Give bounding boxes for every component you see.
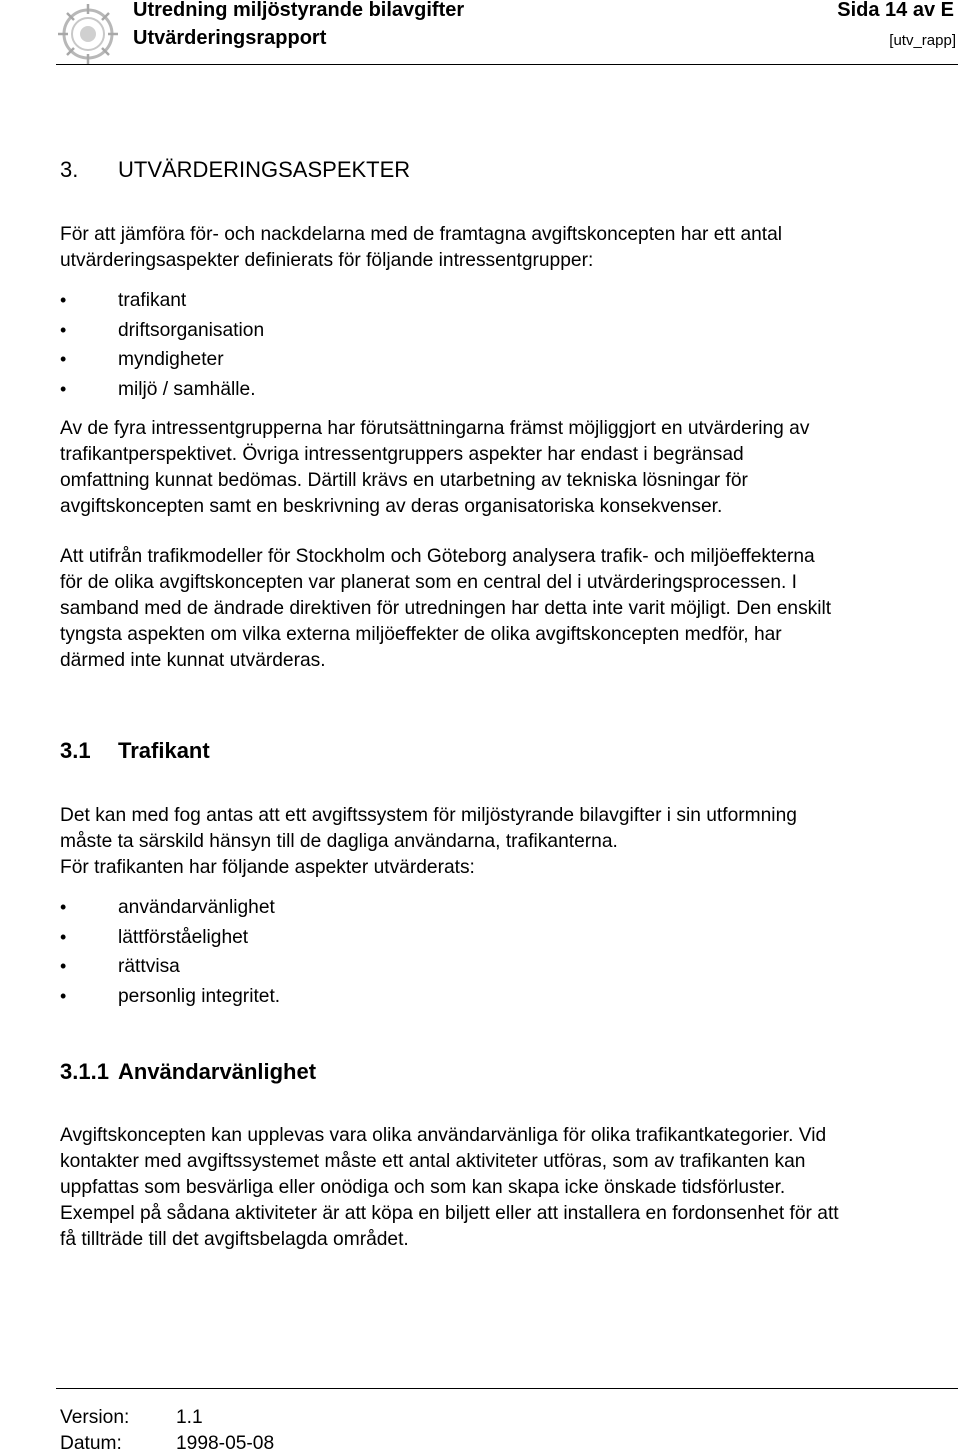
usability-paragraph: [60, 1123, 960, 1253]
text-line: Av de fyra intressentgrupperna har förutsättningarna främst möjliggjort en utvärdering av: [60, 418, 810, 439]
section-heading: UTVÄRDERINGSASPEKTER: [118, 157, 411, 182]
text-line: omfattning kunnat bedömas. Därtill krävs en utarbetning av tekniska lösningar för: [60, 470, 748, 491]
text-line: Det kan med fog antas att ett avgiftssystem för miljöstyrande bilavgifter i sin utformning: [60, 805, 797, 826]
text-line: trafikantperspektivet. Övriga intressentgruppers aspekter har endast i begränsad: [60, 444, 744, 465]
text-line: För att jämföra för- och nackdelarna med de framtagna avgiftskoncepten har ett antal: [60, 224, 783, 245]
text-line: samband med de ändrade direktiven för utredningen har detta inte varit möjligt. Den enskilt: [60, 598, 832, 619]
bullet-icon: •: [60, 985, 67, 1006]
bullet-icon: •: [60, 926, 67, 947]
intro-paragraph: [60, 222, 960, 274]
section-number: 3.: [60, 157, 79, 182]
list-item-label: lättförståelighet: [118, 926, 249, 948]
subsection-heading: Trafikant: [118, 738, 210, 763]
list-item-label: driftsorganisation: [118, 319, 265, 341]
document-code: [utv_rapp]: [889, 32, 956, 49]
text-line: uppfattas som besvärliga eller onödiga och som kan skapa icke önskade tidsförluster.: [60, 1177, 786, 1198]
text-line: därmed inte kunnat utvärderas.: [60, 650, 326, 671]
page-number: Sida 14 av E: [837, 0, 954, 21]
text-line: Att utifrån trafikmodeller för Stockholm och Göteborg analysera trafik- och miljöeffekterna: [60, 546, 815, 567]
date-label: Datum:: [60, 1433, 122, 1454]
subsubsection-number: 3.1.1: [60, 1059, 109, 1084]
text-line: Exempel på sådana aktiviteter är att köpa en biljett eller att installera en fordonsenhet för att: [60, 1203, 839, 1224]
text-line: få tillträde till det avgiftsbelagda området.: [60, 1229, 409, 1250]
bullet-icon: •: [60, 897, 67, 917]
bullet-icon: •: [60, 319, 67, 340]
stakeholder-paragraph: [60, 416, 960, 520]
text-line: För trafikanten har följande aspekter utvärderats:: [60, 857, 475, 878]
list-item-label: användarvänlighet: [118, 897, 275, 918]
version-label: Version:: [60, 1407, 130, 1428]
list-item-label: myndigheter: [118, 349, 224, 370]
text-line: utvärderingsaspekter definierats för följande intressentgrupper:: [60, 250, 594, 271]
document-title: Utredning miljöstyrande bilavgifter: [133, 0, 465, 21]
text-line: tyngsta aspekten om vilka externa miljöeffekter de olika avgiftskoncepten medför, har: [60, 624, 782, 645]
subsubsection-heading: Användarvänlighet: [118, 1059, 317, 1084]
text-line: avgiftskoncepten samt en beskrivning av deras organisatoriska konsekvenser.: [60, 496, 723, 517]
bullet-icon: •: [60, 956, 67, 976]
text-line: kontakter med avgiftssystemet måste ett antal aktiviteter utföras, som av trafikanten kan: [60, 1151, 806, 1172]
version-value: 1.1: [176, 1407, 203, 1428]
list-item-label: rättvisa: [118, 956, 180, 977]
date-value: 1998-05-08: [176, 1433, 275, 1454]
company-logo: [56, 2, 120, 66]
text-line: för de olika avgiftskoncepten var planerat som en central del i utvärderingsprocessen. I: [60, 572, 797, 593]
traffic-model-paragraph: [60, 544, 960, 674]
subsection-number: 3.1: [60, 738, 91, 763]
list-item-label: personlig integritet.: [118, 985, 281, 1007]
text-line: Avgiftskoncepten kan upplevas vara olika användarvänliga för olika trafikantkategorier. Vid: [60, 1125, 827, 1146]
bullet-icon: •: [60, 290, 67, 310]
list-item-label: trafikant: [118, 290, 187, 311]
text-line: måste ta särskild hänsyn till de dagliga användarna, trafikanterna.: [60, 831, 618, 852]
trafikant-paragraph: [60, 803, 960, 881]
document-subtitle: Utvärderingsrapport: [133, 27, 327, 49]
list-item-label: miljö / samhälle.: [118, 378, 256, 400]
bullet-icon: •: [60, 349, 67, 369]
header-divider: [56, 64, 958, 65]
footer-divider: [56, 1388, 958, 1389]
bullet-icon: •: [60, 378, 67, 399]
